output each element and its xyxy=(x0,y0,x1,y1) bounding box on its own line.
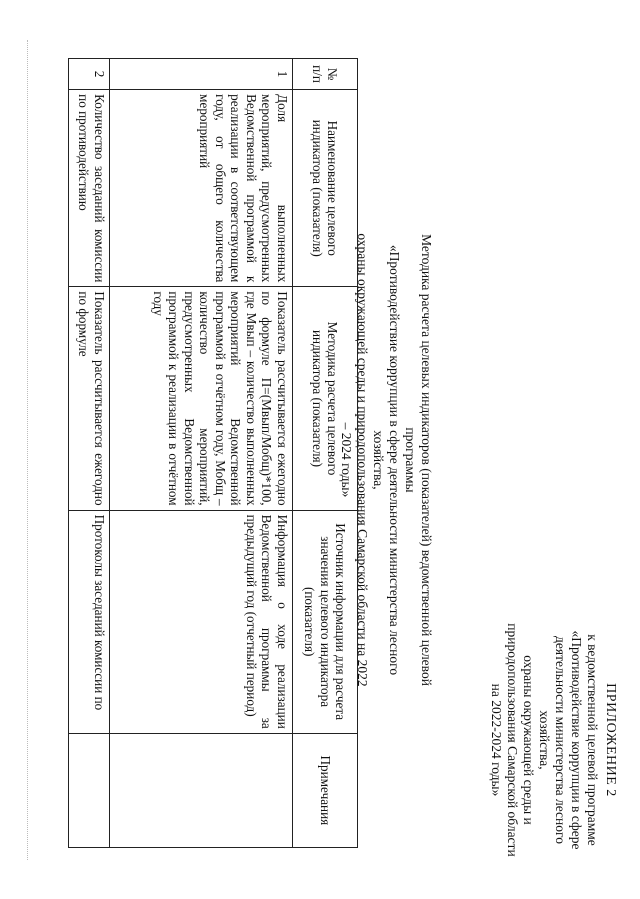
appendix-line: охраны окружающей среды и xyxy=(521,655,536,825)
appendix-line: к ведомственной целевой программе xyxy=(585,634,600,846)
row-name: Доля выполненных мероприятий, предусмотренных Ведомственной программой к реализации в соответствующем году, от общего количества мероприятий xyxy=(110,90,293,287)
row-source: Информация о ходе реализации Ведомственной программы за предыдущий год (отчетный период) xyxy=(110,510,293,733)
page-edge-divider xyxy=(27,40,28,860)
header-method: Методика расчета целевого индикатора (показателя) xyxy=(293,287,358,510)
row-num: 2 xyxy=(69,59,110,90)
indicators-table xyxy=(68,58,358,848)
header-source: Источник информации для расчета значения целевого индикатора (показателя) xyxy=(293,510,358,733)
appendix-line: на 2022-2024 годы» xyxy=(489,683,504,797)
table-row xyxy=(110,59,293,848)
row-method: Показатель рассчитывается ежегодно по формуле xyxy=(69,287,110,510)
header-note: Примечания xyxy=(293,733,358,847)
row-name: Количество заседаний комиссии по противодействию xyxy=(69,90,110,287)
row-num: 1 xyxy=(110,59,293,90)
title-line: Методика расчета целевых индикаторов (показателей) ведомственной целевой программы xyxy=(403,234,434,686)
header-num: № п/п xyxy=(293,59,358,90)
appendix-line: «Противодействие коррупции в сфере xyxy=(569,630,584,850)
appendix-line: деятельности министерства лесного хозяйства, xyxy=(537,636,568,844)
title-line: охраны окружающей среды и природопользования Самарской области на 2022 – 2024 годы» xyxy=(339,233,370,687)
table-header-row xyxy=(293,59,358,848)
appendix-heading: ПРИЛОЖЕНИЕ 2 xyxy=(603,683,618,797)
header-name: Наименование целевого индикатора (показателя) xyxy=(293,90,358,287)
row-source: Протоколы заседаний комиссии по xyxy=(69,510,110,733)
table-row xyxy=(69,59,110,848)
appendix-header xyxy=(488,610,618,870)
appendix-line: природопользования Самарской области xyxy=(505,623,520,857)
row-note xyxy=(69,733,110,847)
row-method: Показатель рассчитывается ежегодно по формуле П=(Мвып/Мобщ)*100, где Мвып – количество выполненных мероприятий Ведомственной программой в отчётном году, Мобщ – количество мероприятий, предусмотренных Ведомственной программой к реализации в отчётном году xyxy=(110,287,293,510)
row-note xyxy=(110,733,293,847)
title-line: «Противодействие коррупции в сфере деятельности министерства лесного хозяйства, xyxy=(371,244,402,676)
